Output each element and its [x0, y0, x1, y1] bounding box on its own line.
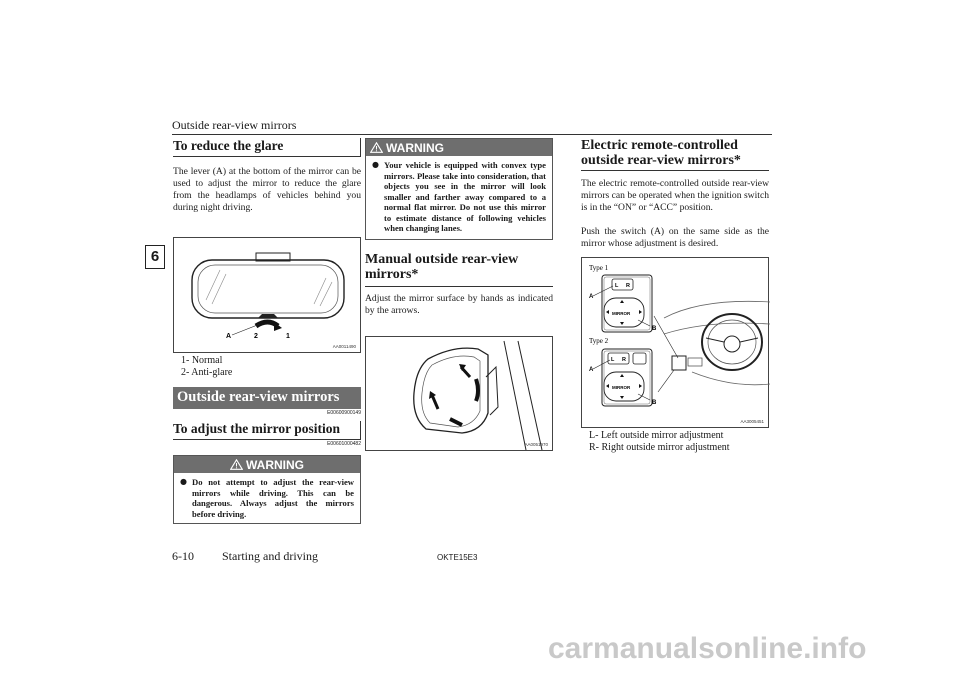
footer-section: Starting and driving: [222, 549, 318, 563]
column-2: [365, 138, 553, 451]
doc-code: OKTE15E3: [437, 553, 478, 562]
warning-box-driving: [173, 455, 361, 524]
column-3: [581, 138, 769, 454]
figure-code: AA3005451: [740, 419, 764, 424]
warning-text: Do not attempt to adjust the rear-view mirrors while driving. This can be dangerous. Always adjust the mirrors before driving.: [191, 477, 354, 519]
mirror-label: MIRROR: [612, 385, 631, 390]
heading-electric-mirror: Electric remote-controlled outside rear-view mirrors*: [581, 138, 769, 171]
page-number: 6-10: [172, 549, 194, 563]
warning-box-convex: [365, 138, 553, 240]
electric-mirror-body-2: Push the switch (A) on the same side as the mirror whose adjustment is desired.: [581, 226, 769, 249]
label-b: B: [652, 326, 657, 332]
glare-legend: [173, 355, 361, 379]
switch-r-label: R: [626, 283, 630, 289]
label-a: A: [589, 294, 594, 300]
label-1: 1: [286, 333, 290, 340]
heading-manual-mirror: Manual outside rear-view mirrors*: [365, 252, 553, 287]
electric-mirror-body-1: The electric remote-controlled outside rear-view mirrors can be operated when the ignition switch is in the “ON” or “ACC” position.: [581, 178, 769, 213]
top-rule: [172, 134, 772, 135]
manual-mirror-drawing: [366, 337, 552, 450]
warning-header: [366, 139, 552, 156]
electric-mirror-drawing: [582, 258, 770, 427]
section-code: E00600900149: [327, 410, 361, 416]
warning-label: WARNING: [246, 457, 304, 472]
bullet-icon: ●: [180, 477, 187, 486]
figure-manual-mirror: [365, 336, 553, 451]
column-1: [173, 138, 361, 524]
legend-left: L- Left outside mirror adjustment: [589, 430, 724, 441]
label-a: A: [589, 367, 594, 373]
figure-code: AA0051970: [524, 441, 548, 447]
switch-r-label: R: [622, 357, 626, 363]
warning-body: [174, 473, 360, 523]
electric-legend: [581, 430, 769, 454]
manual-mirror-body: Adjust the mirror surface by hands as indicated by the arrows.: [365, 292, 553, 316]
warning-text: Your vehicle is equipped with convex type mirrors. Please take into consideration, that objects you see in the mirror will look smaller and farther away compared to a normal flat mirror. Do not use this mirror to estimate distance of following vehicles when changing lanes.: [383, 160, 546, 233]
legend-right: R- Right outside mirror adjustment: [589, 442, 730, 453]
switch-l-label: L: [615, 283, 619, 289]
type-1-label: Type 1: [589, 264, 609, 272]
type-2-label: Type 2: [589, 337, 609, 345]
rearview-mirror-drawing: [174, 238, 360, 352]
label-2: 2: [254, 333, 258, 340]
watermark-link[interactable]: carmanualsonline.info: [548, 632, 867, 665]
warning-label: WARNING: [386, 140, 444, 155]
warning-body: [366, 156, 552, 239]
banner-outside-mirrors: Outside rear-view mirrors: [173, 387, 361, 409]
reduce-glare-body: The lever (A) at the bottom of the mirror can be used to adjust the mirror to reduce the glare from the headlamps of vehicles behind you during night driving.: [173, 166, 361, 213]
legend-normal: 1- Normal: [181, 355, 223, 366]
warning-header: [174, 456, 360, 473]
figure-code: AA0011490: [332, 344, 356, 349]
warning-triangle-icon: [230, 459, 243, 470]
bullet-icon: ●: [372, 160, 379, 169]
warning-triangle-icon: [370, 142, 383, 153]
running-title: Outside rear-view mirrors: [172, 118, 297, 132]
switch-l-label: L: [611, 357, 615, 363]
label-b: B: [652, 400, 657, 406]
mirror-label: MIRROR: [612, 311, 631, 316]
figure-electric-mirror: [581, 257, 769, 428]
heading-adjust-position: To adjust the mirror position: [173, 421, 361, 440]
heading-reduce-glare: To reduce the glare: [173, 138, 361, 157]
chapter-tab[interactable]: 6: [145, 245, 165, 269]
legend-anti-glare: 2- Anti-glare: [181, 367, 233, 378]
label-a: A: [226, 333, 232, 340]
figure-rearview-mirror: [173, 237, 361, 353]
adjust-code: E00601000482: [327, 441, 361, 447]
